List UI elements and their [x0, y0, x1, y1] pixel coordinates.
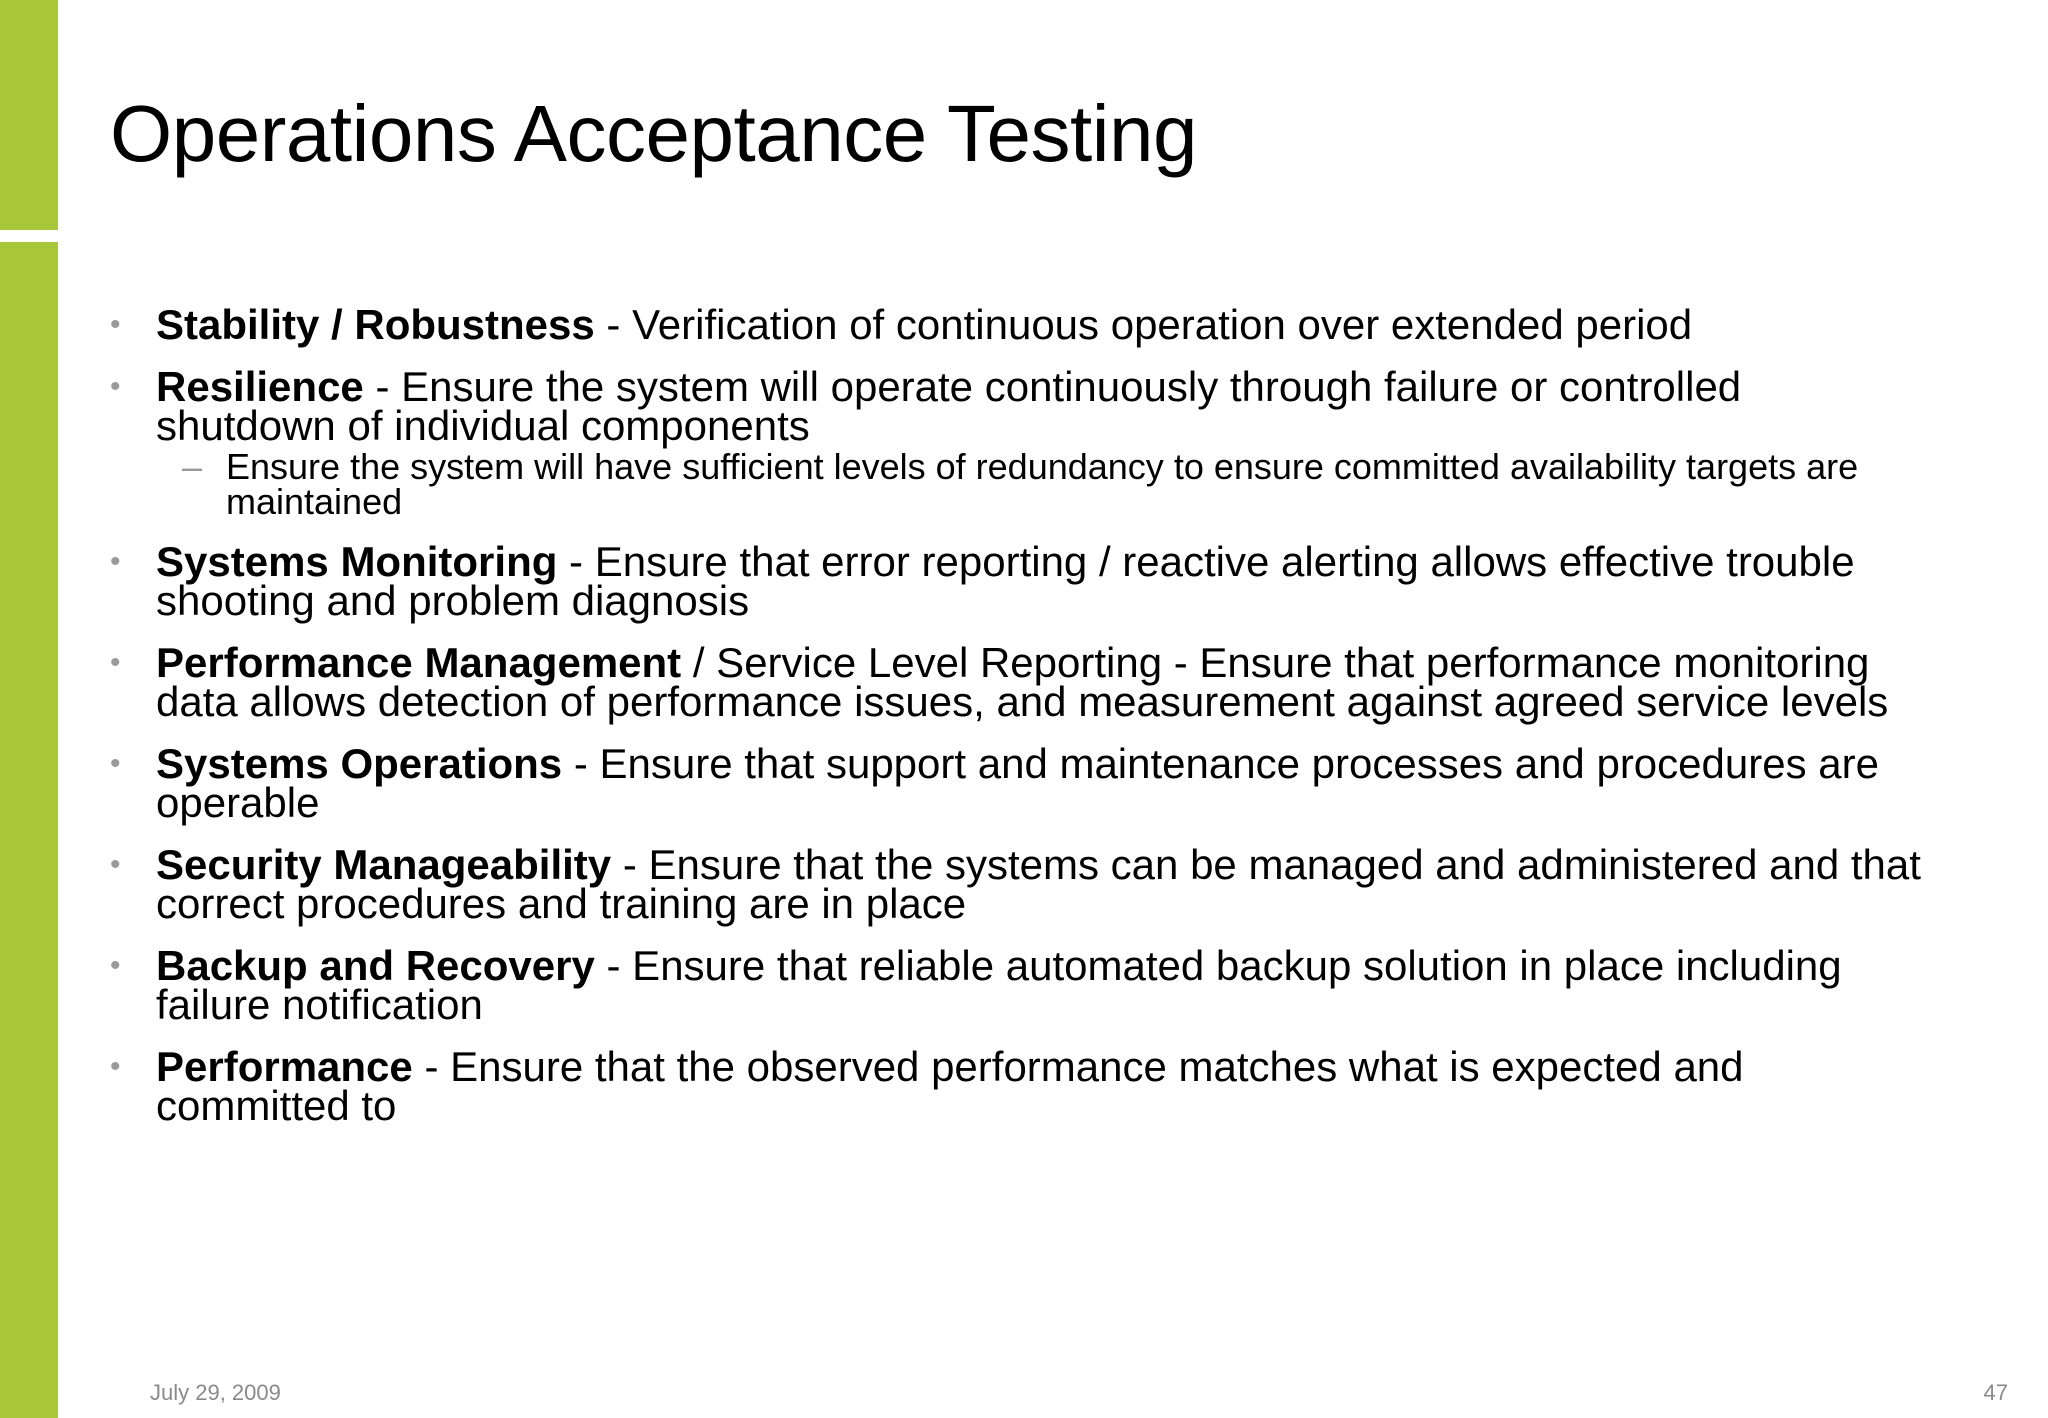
bullet-marker: •	[110, 308, 121, 341]
bullet-text: / Service Level Reporting - Ensure that performance monitoring data allows detection of performance issues, and measurement against agreed service levels	[156, 639, 1889, 725]
sub-bullet-text: Ensure the system will have sufficient levels of redundancy to ensure committed availability targets are maintained	[226, 446, 1859, 522]
bullet-term: Performance Management	[156, 639, 682, 686]
bullet-item	[110, 538, 1930, 624]
bullet-term: Systems Monitoring	[156, 538, 558, 585]
bullet-text: - Ensure that support and maintenance processes and procedures are operable	[156, 740, 1879, 826]
bullet-text: - Verification of continuous operation over extended period	[594, 301, 1693, 348]
bullet-term: Security Manageability	[156, 841, 612, 888]
sub-bullet-item	[156, 446, 1930, 522]
bullet-item	[110, 841, 1930, 927]
bullet-term: Stability / Robustness	[156, 301, 595, 348]
bullet-marker: •	[110, 848, 121, 881]
slide-title: Operations Acceptance Testing	[110, 89, 1197, 178]
bullet-item	[110, 740, 1930, 826]
bullet-term: Resilience	[156, 363, 364, 410]
accent-bar-bottom	[0, 242, 58, 1418]
page-number: 47	[1983, 1380, 2008, 1405]
bullet-item	[110, 639, 1930, 725]
bullet-item	[110, 301, 1930, 348]
bullet-text: - Ensure that the systems can be managed and administered and that correct procedures and training are in place	[156, 841, 1921, 927]
bullet-text: - Ensure that the observed performance matches what is expected and committed to	[156, 1043, 1744, 1129]
accent-bar-top	[0, 0, 58, 230]
bullet-term: Backup and Recovery	[156, 942, 595, 989]
bullet-marker: •	[110, 370, 121, 403]
bullet-term: Systems Operations	[156, 740, 563, 787]
bullet-item	[110, 1043, 1930, 1129]
bullet-marker: •	[110, 545, 121, 578]
sub-bullet-list	[156, 446, 1930, 522]
bullet-item	[110, 942, 1930, 1028]
bullet-text: - Ensure that error reporting / reactive alerting allows effective trouble shooting and problem diagnosis	[156, 538, 1855, 624]
bullet-list	[110, 301, 1930, 1148]
bullet-item	[110, 363, 1930, 522]
bullet-marker: •	[110, 1050, 121, 1083]
sub-bullet-marker: –	[182, 446, 203, 487]
footer-date: July 29, 2009	[150, 1380, 281, 1405]
bullet-text: - Ensure that reliable automated backup solution in place including failure notification	[156, 942, 1842, 1028]
bullet-marker: •	[110, 949, 121, 982]
bullet-text: - Ensure the system will operate continuously through failure or controlled shutdown of individual components	[156, 363, 1742, 449]
bullet-marker: •	[110, 747, 121, 780]
bullet-term: Performance	[156, 1043, 413, 1090]
bullet-marker: •	[110, 646, 121, 679]
